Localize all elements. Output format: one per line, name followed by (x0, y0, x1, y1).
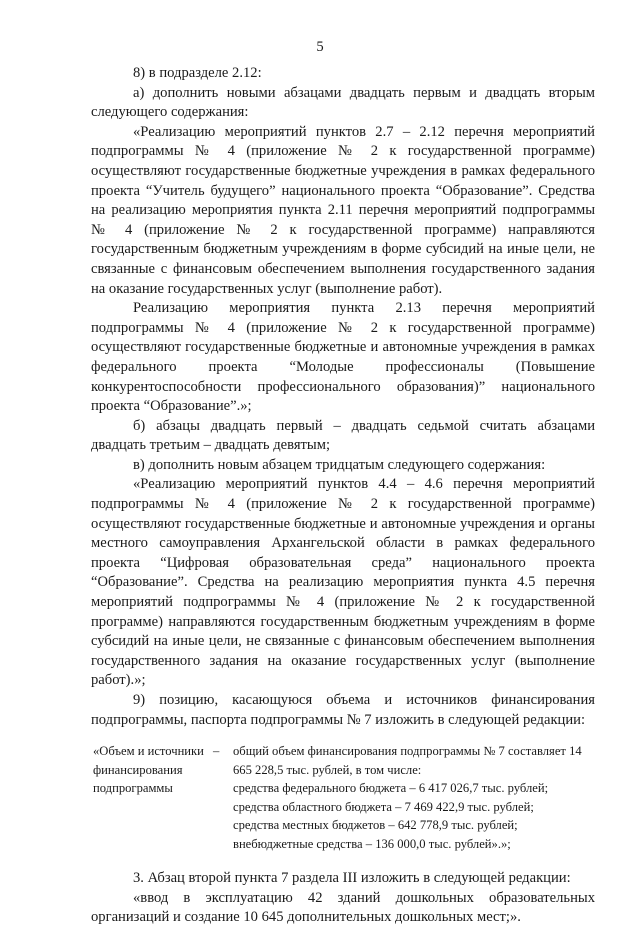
financing-items (233, 742, 595, 853)
financing-label: «Объем и источники финансирования подпрограммы (93, 744, 204, 796)
paragraph: а) дополнить новыми абзацами двадцать первым и двадцать вторым следующего содержания: (91, 84, 595, 121)
paragraph: 3. Абзац второй пункта 7 раздела III изложить в следующей редакции: (133, 870, 571, 887)
financing-item: средства федерального бюджета – 6 417 026,7 тыс. рублей; (233, 781, 549, 796)
financing-item: внебюджетные средства – 136 000,0 тыс. рублей».»; (233, 836, 511, 851)
financing-item: средства областного бюджета – 7 469 422,9 тыс. рублей; (233, 799, 534, 814)
closing-section (91, 869, 595, 928)
dash: – (213, 744, 220, 759)
paragraph: «Реализацию мероприятий пунктов 4.4 – 4.6 перечня мероприятий подпрограммы № 4 (приложение № 2 к государственной программе) осуществляют государственные бюджетные и автономные учреждения и органы местного самоуправления Архангельской области в рамках федерального проекта “Цифровая образовательная среда” национального проекта “Образование”. Средства на реализацию мероприятия пункта 4.5 перечня мероприятий подпрограммы № 4 (приложение № 2 к государственной программе) направляются государственным бюджетным учреждениям в форме субсидий на иные цели, не связанные с финансовым обеспечением выполнения государственного задания на оказание государственных услуг (выполнение работ).»; (91, 476, 595, 689)
paragraph: в) дополнить новым абзацем тридцатым следующего содержания: (133, 456, 546, 473)
page-number: 5 (316, 39, 324, 55)
document-body (91, 64, 595, 928)
paragraph: «ввод в эксплуатацию 42 зданий дошкольных образовательных организаций и создание 10 645 дополнительных дошкольных мест;». (91, 889, 595, 926)
paragraph: Реализацию мероприятия пункта 2.13 перечня мероприятий подпрограммы № 4 (приложение № 2 к государственной программе) осуществляют государственные бюджетные и автономные учреждения в рамках федерального проекта “Молодые профессионалы (Повышение конкурентоспособности профессионального образования)” национального проекта “Образование”.»; (91, 300, 595, 415)
paragraph: «Реализацию мероприятий пунктов 2.7 – 2.12 перечня мероприятий подпрограммы № 4 (приложение № 2 к государственной программе) осуществляют государственные бюджетные учреждения в рамках федерального проекта “Учитель будущего” национального проекта “Образование”. Средства на реализацию мероприятия пункта 2.11 перечня мероприятий подпрограммы № 4 (приложение № 2 к государственной программе) направляются государственным бюджетным учреждениям в форме субсидий на иные цели, не связанные с финансовым обеспечением выполнения государственного задания на оказание государственных услуг (выполнение работ). (91, 123, 595, 297)
financing-item: общий объем финансирования подпрограммы № 7 составляет 14 665 228,5 тыс. рублей, в том числе: (233, 744, 582, 777)
financing-item: средства местных бюджетов – 642 778,9 тыс. рублей; (233, 818, 518, 833)
paragraph: б) абзацы двадцать первый – двадцать седьмой считать абзацами двадцать третьим – двадцать девятым; (91, 417, 595, 454)
paragraph: 9) позицию, касающуюся объема и источников финансирования подпрограммы, паспорта подпрограммы № 7 изложить в следующей редакции: (91, 692, 595, 728)
financing-table (91, 742, 595, 853)
paragraph: 8) в подразделе 2.12: (133, 65, 262, 81)
